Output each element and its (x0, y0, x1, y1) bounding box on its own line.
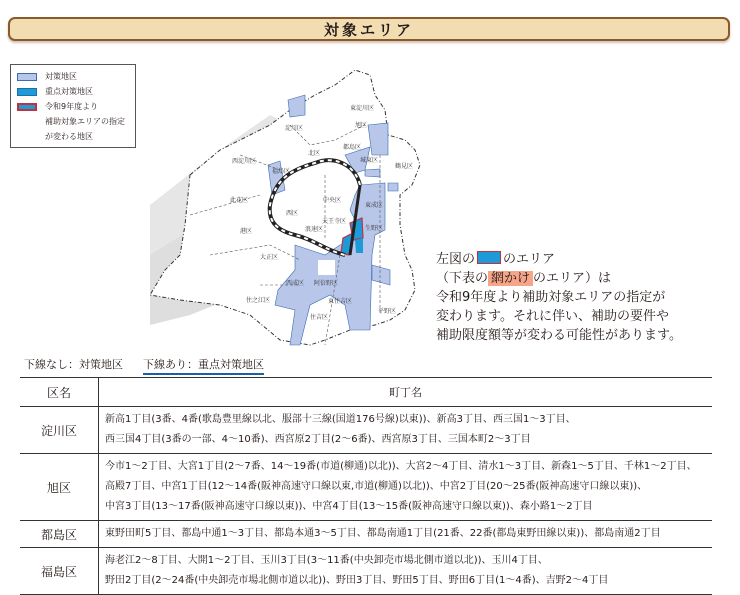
svg-text:福島区: 福島区 (272, 168, 291, 175)
svg-text:住之江区: 住之江区 (246, 297, 271, 304)
svg-text:城東区: 城東区 (360, 157, 379, 164)
target-area-table (20, 377, 712, 595)
header-towns: 町丁名 (99, 378, 713, 407)
svg-text:平野区: 平野区 (378, 308, 397, 315)
section-title-bar (8, 17, 730, 41)
svg-text:西淀川区: 西淀川区 (232, 158, 257, 165)
legend-continuation-1: 補助対象エリアの指定 (45, 117, 125, 126)
town-list: 新高1丁目(3番、4番(歌島豊里線以北、服部十三線(国道176号線)以東))、新高3丁目、西三国1～3丁目、 西三国4丁目(3番の一部、4～10番)、西宮原2丁目(2～6番)、西宮原3丁目、三国本町2～3丁目 (99, 407, 713, 454)
svg-text:旭区: 旭区 (355, 122, 368, 129)
r9-change-note: 左図の のエリア （下表の 網かけ のエリア）は 令和9年度より補助対象エリアの指定が 変わります。それに伴い、補助の要件や 補助限度額等が変わる可能性があります。 (436, 252, 682, 343)
svg-text:北区: 北区 (308, 150, 321, 157)
svg-text:東成区: 東成区 (365, 202, 384, 209)
legend-item-r9-change: 令和9年度より (17, 99, 135, 114)
underline-legend (24, 356, 264, 375)
table-row (20, 454, 712, 521)
ward-name: 都島区 (20, 521, 99, 548)
ward-name: 福島区 (20, 548, 99, 595)
svg-text:東住吉区: 東住吉区 (328, 298, 353, 305)
header-ward: 区名 (20, 378, 99, 407)
svg-text:西成区: 西成区 (286, 280, 305, 287)
osaka-ward-map (150, 55, 430, 350)
svg-text:都島区: 都島区 (343, 144, 362, 151)
svg-text:浪速区: 浪速区 (305, 226, 324, 233)
no-underline-label: 下線なし：対策地区 (24, 358, 123, 371)
ward-name: 淀川区 (20, 407, 99, 454)
ward-name: 旭区 (20, 454, 99, 521)
svg-text:此花区: 此花区 (230, 197, 249, 204)
svg-text:阿倍野区: 阿倍野区 (314, 280, 339, 287)
svg-text:生野区: 生野区 (365, 225, 384, 232)
svg-text:住吉区: 住吉区 (310, 314, 329, 321)
town-list: 東野田町5丁目、都島中通1～3丁目、都島本通3～5丁目、都島南通1丁目(21番、22番(都島東野田線以東))、都島南通2丁目 (99, 521, 713, 548)
svg-text:鶴見区: 鶴見区 (395, 163, 414, 170)
svg-text:天王寺区: 天王寺区 (322, 218, 347, 225)
svg-text:淀川区: 淀川区 (285, 125, 304, 132)
svg-text:西区: 西区 (286, 210, 299, 217)
svg-text:港区: 港区 (240, 228, 253, 235)
svg-text:中央区: 中央区 (323, 197, 342, 204)
legend-item-countermeasure: 対策地区 (17, 69, 135, 84)
light-blue-swatch-icon (17, 73, 37, 81)
svg-text:東淀川区: 東淀川区 (350, 105, 375, 112)
blue-red-swatch-icon (477, 251, 501, 264)
red-border-swatch-icon (17, 103, 37, 111)
table-row (20, 407, 712, 454)
shaded-highlight: 網かけ (488, 271, 533, 286)
svg-text:大正区: 大正区 (260, 254, 279, 261)
legend-continuation-2: が変わる地区 (45, 132, 93, 141)
section-title: 対象エリア (323, 20, 414, 39)
underline-label: 下線あり：重点対策地区 (143, 356, 264, 375)
town-list: 海老江2～8丁目、大開1～2丁目、玉川3丁目(3～11番(中央卸売市場北側市道以北))、玉川4丁目、 野田2丁目(2～24番(中央卸売市場北側市道以北))、野田3丁目、野田5丁目、野田6丁目(1～4番)、吉野2～4丁目 (99, 548, 713, 595)
blue-swatch-icon (17, 88, 37, 96)
legend-item-priority: 重点対策地区 (17, 84, 135, 99)
town-list: 今市1～2丁目、大宮1丁目(2～7番、14～19番(市道(柳通)以北))、大宮2～4丁目、清水1～3丁目、新森1～5丁目、千林1～2丁目、 高殿7丁目、中宮1丁目(12～14番(阪神高速守口線以東,市道(柳通)以北))、中宮2丁目(20～25番(阪神高速守口線以東))、 中宮3丁目(13～17番(阪神高速守口線以東))、中宮4丁目(13～15番(阪神高速守口線以東))、森小路1～2丁目 (99, 454, 713, 521)
table-row (20, 521, 712, 548)
table-row (20, 548, 712, 595)
map-legend (10, 64, 136, 148)
